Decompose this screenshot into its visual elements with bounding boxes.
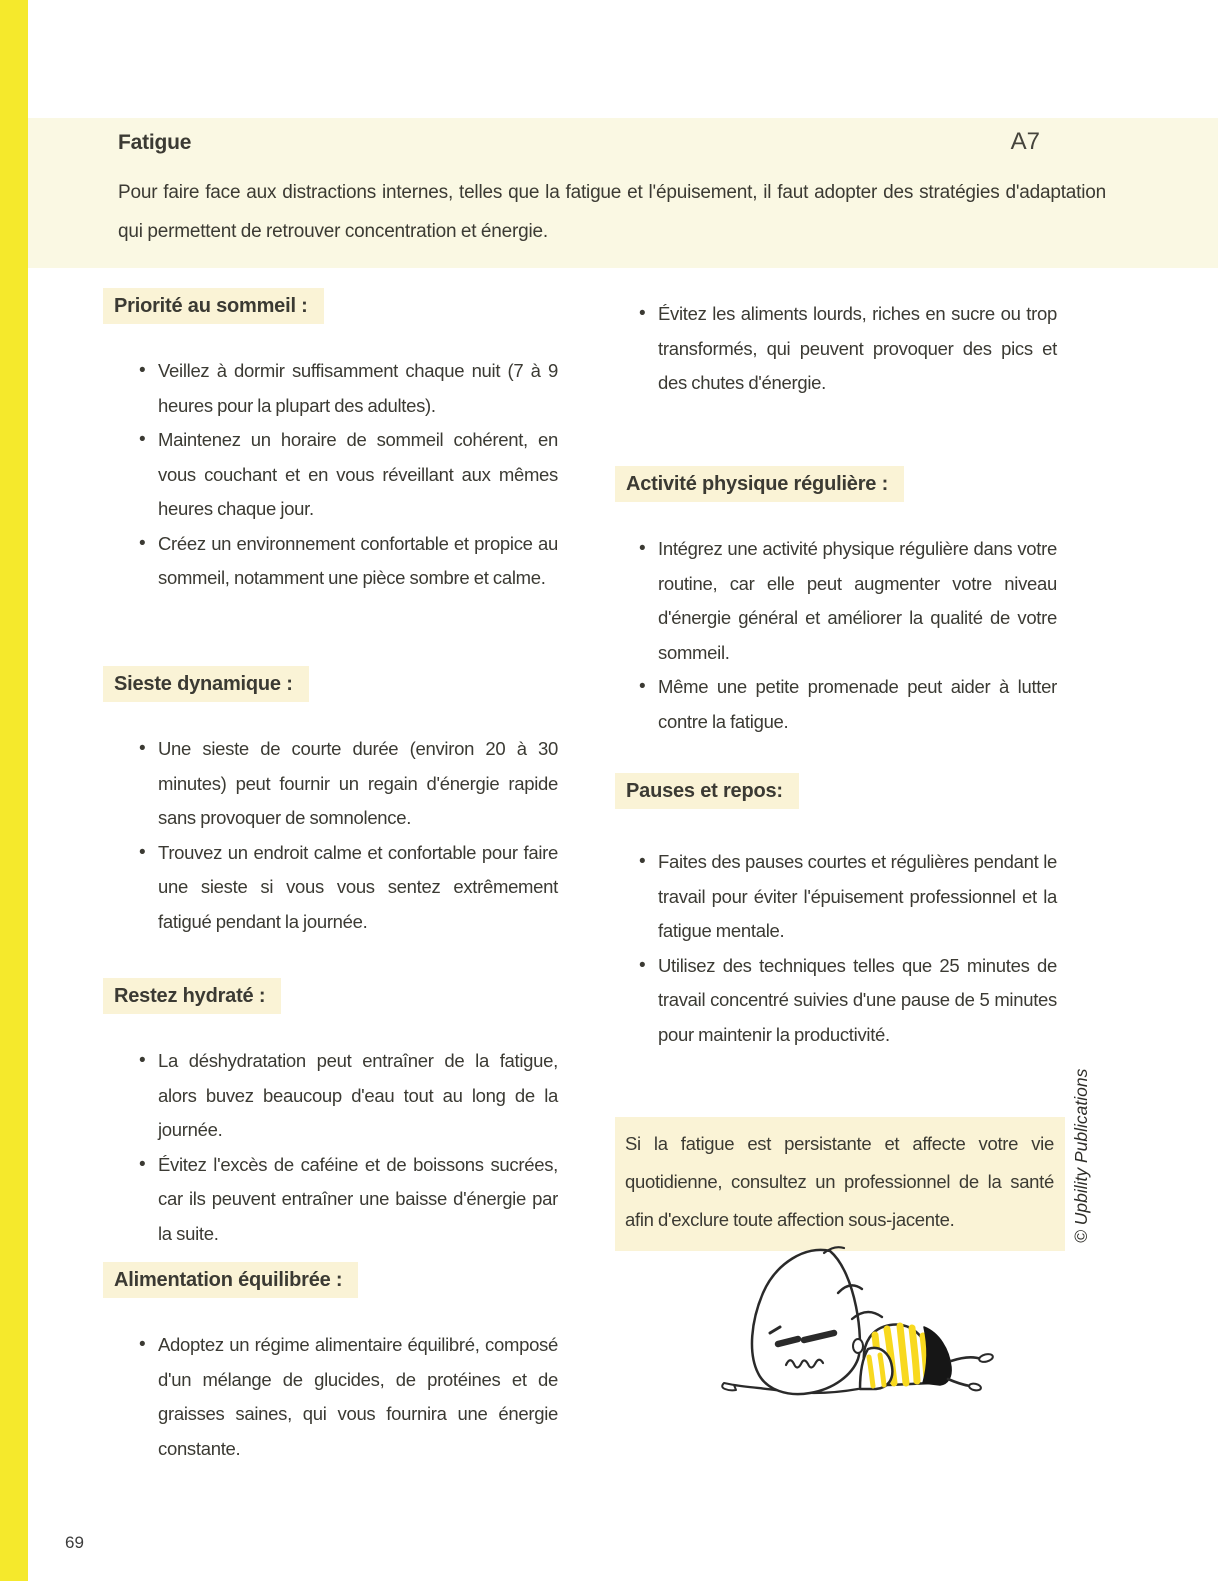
tired-character-illustration	[718, 1243, 1013, 1401]
bullet-item: • Trouvez un endroit calme et confortable pour faire une sieste si vous vous sentez extrêmement fatigué pendant la journée.	[103, 836, 558, 940]
bullet-item: • Adoptez un régime alimentaire équilibré, composé d'un mélange de glucides, de protéines et de graisses saines, qui vous fournira une énergie constante.	[103, 1328, 558, 1466]
bullet-item: • Même une petite promenade peut aider à lutter contre la fatigue.	[615, 670, 1057, 739]
section-heading: Priorité au sommeil :	[103, 288, 324, 324]
section-heading: Activité physique régulière :	[615, 466, 904, 502]
header-band	[28, 118, 1218, 268]
foot	[978, 1353, 993, 1363]
bullet-list	[103, 732, 558, 939]
hair-strand	[824, 1247, 844, 1253]
head-outline	[752, 1250, 860, 1394]
section-heading: Sieste dynamique :	[103, 666, 309, 702]
section-alimentation-equilibree	[103, 1262, 558, 1466]
section-activite-physique	[615, 466, 1057, 739]
bullet-list	[615, 845, 1057, 1052]
bullet-item: • Évitez l'excès de caféine et de boissons sucrées, car ils peuvent entraîner une baisse d'énergie par la suite.	[103, 1148, 558, 1252]
accent-stripe	[0, 0, 28, 1581]
section-sieste-dynamique	[103, 666, 558, 939]
section-priorite-au-sommeil	[103, 288, 558, 596]
copyright-vertical: © Upbility Publications	[1071, 1068, 1091, 1243]
bullet-item: • Maintenez un horaire de sommeil cohérent, en vous couchant et en vous réveillant aux mêmes heures chaque jour.	[103, 423, 558, 527]
bullet-list	[103, 1328, 558, 1466]
worksheet-code: A7	[1010, 128, 1040, 155]
bullet-item: • La déshydratation peut entraîner de la fatigue, alors buvez beaucoup d'eau tout au long de la journée.	[103, 1044, 558, 1148]
persistent-fatigue-note: Si la fatigue est persistante et affecte votre vie quotidienne, consultez un professionnel de la santé afin d'exclure toute affection sous-jacente.	[615, 1117, 1065, 1251]
bullet-item: • Créez un environnement confortable et propice au sommeil, notamment une pièce sombre et calme.	[103, 527, 558, 596]
bullet-list	[103, 1044, 558, 1251]
bullet-list	[103, 354, 558, 596]
bullet-item: • Faites des pauses courtes et régulières pendant le travail pour éviter l'épuisement professionnel et la fatigue mentale.	[615, 845, 1057, 949]
section-restez-hydrate	[103, 978, 558, 1251]
section-heading: Alimentation équilibrée :	[103, 1262, 358, 1298]
section-heading: Restez hydraté :	[103, 978, 281, 1014]
intro-text: Pour faire face aux distractions internes, telles que la fatigue et l'épuisement, il faut adopter des stratégies d'adaptation qui permettent de retrouver concentration et énergie.	[118, 182, 1106, 242]
bullet-list	[615, 297, 1057, 401]
page-number: 69	[65, 1533, 84, 1552]
bullet-item: • Utilisez des techniques telles que 25 minutes de travail concentré suivies d'une pause de 5 minutes pour maintenir la productivité.	[615, 949, 1057, 1053]
bullet-item: • Intégrez une activité physique régulière dans votre routine, car elle peut augmenter votre niveau d'énergie général et améliorer la qualité de votre sommeil.	[615, 532, 1057, 670]
section-heading: Pauses et repos:	[615, 773, 799, 809]
leg-upper	[951, 1357, 981, 1361]
section-alimentation-suite	[615, 297, 1057, 401]
sleeve-outline	[860, 1348, 892, 1389]
section-pauses-et-repos	[615, 773, 1057, 1052]
ear	[853, 1339, 863, 1353]
sleeve	[860, 1348, 892, 1389]
leg-lower	[948, 1379, 970, 1386]
shorts	[923, 1327, 951, 1385]
bullet-item: • Veillez à dormir suffisamment chaque nuit (7 à 9 heures pour la plupart des adultes).	[103, 354, 558, 423]
hand	[722, 1383, 736, 1390]
bullet-item: • Une sieste de courte durée (environ 20 à 30 minutes) peut fournir un regain d'énergie rapide sans provoquer de somnolence.	[103, 732, 558, 836]
bullet-item: • Évitez les aliments lourds, riches en sucre ou trop transformés, qui peuvent provoquer des pics et des chutes d'énergie.	[615, 297, 1057, 401]
bullet-list	[615, 532, 1057, 739]
page-title: Fatigue	[118, 131, 192, 154]
foot	[968, 1383, 981, 1392]
